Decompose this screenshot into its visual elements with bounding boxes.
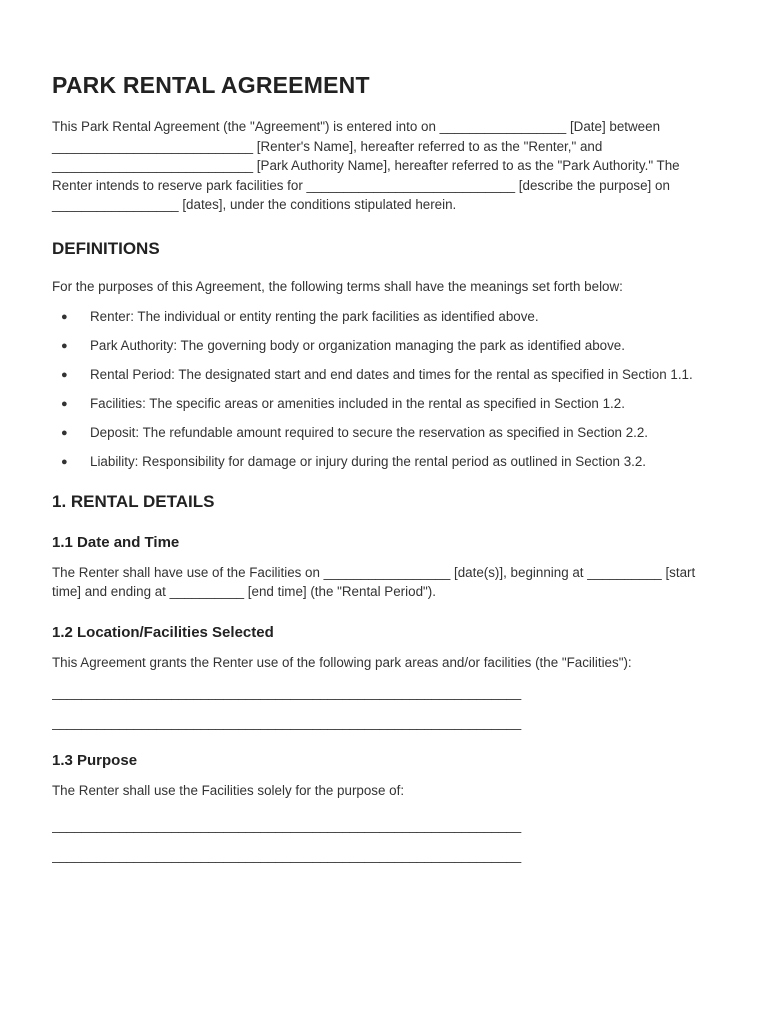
bullet-icon: ● xyxy=(61,456,68,469)
list-item xyxy=(52,365,718,385)
intro-paragraph: This Park Rental Agreement (the "Agreement") is entered into on _________________ [Date] between ___________________________ [Renter's Name], hereafter referred to as the "Renter," and ___________________________ [Park Authority Name], hereafter referred to as the "Park Authority." The Renter intends to reserve park facilities for ____________________________ [describe the purpose] on _________________ [dates], under the conditions stipulated herein. xyxy=(52,119,680,213)
rental-details-heading: 1. RENTAL DETAILS xyxy=(52,491,215,511)
definition-text: Liability: Responsibility for damage or injury during the rental period as outlined in Section 3.2. xyxy=(90,454,647,470)
purpose-blank-line-2[interactable]: _______________________________________________________________ xyxy=(52,847,522,863)
list-item xyxy=(52,423,718,443)
definitions-list xyxy=(52,307,718,472)
list-item xyxy=(52,307,718,327)
date-time-heading: 1.1 Date and Time xyxy=(52,533,180,551)
purpose-blank-line-1[interactable]: _______________________________________________________________ xyxy=(52,818,522,834)
location-blank-line-1[interactable]: _______________________________________________________________ xyxy=(52,685,522,701)
document-title: PARK RENTAL AGREEMENT xyxy=(52,72,370,98)
location-blank-line-2[interactable]: _______________________________________________________________ xyxy=(52,715,522,730)
bullet-icon: ● xyxy=(61,339,68,352)
list-item xyxy=(52,394,718,414)
bullet-icon: ● xyxy=(61,368,68,381)
location-text: This Agreement grants the Renter use of the following park areas and/or facilities (the "Facilities"): xyxy=(52,654,632,670)
date-time-text: The Renter shall have use of the Facilities on _________________ [date(s)], beginning at __________ [start time] and ending at __________ [end time] (the "Rental Period"). xyxy=(52,564,696,600)
definitions-heading: DEFINITIONS xyxy=(52,238,160,258)
bullet-icon: ● xyxy=(61,426,68,439)
definition-text: Rental Period: The designated start and end dates and times for the rental as specified in Section 1.1. xyxy=(90,366,693,382)
list-item xyxy=(52,336,718,356)
bullet-icon: ● xyxy=(61,397,68,410)
purpose-text: The Renter shall use the Facilities solely for the purpose of: xyxy=(52,782,405,798)
list-item xyxy=(52,452,718,472)
definition-text: Park Authority: The governing body or organization managing the park as identified above. xyxy=(90,337,625,353)
bullet-icon: ● xyxy=(61,310,68,323)
definitions-lead: For the purposes of this Agreement, the following terms shall have the meanings set forth below: xyxy=(52,278,623,294)
definition-text: Renter: The individual or entity renting the park facilities as identified above. xyxy=(90,308,539,324)
definition-text: Deposit: The refundable amount required to secure the reservation as specified in Section 2.2. xyxy=(90,424,649,440)
definition-text: Facilities: The specific areas or amenities included in the rental as specified in Section 1.2. xyxy=(90,395,625,411)
location-heading: 1.2 Location/Facilities Selected xyxy=(52,623,274,641)
purpose-heading: 1.3 Purpose xyxy=(52,751,138,769)
